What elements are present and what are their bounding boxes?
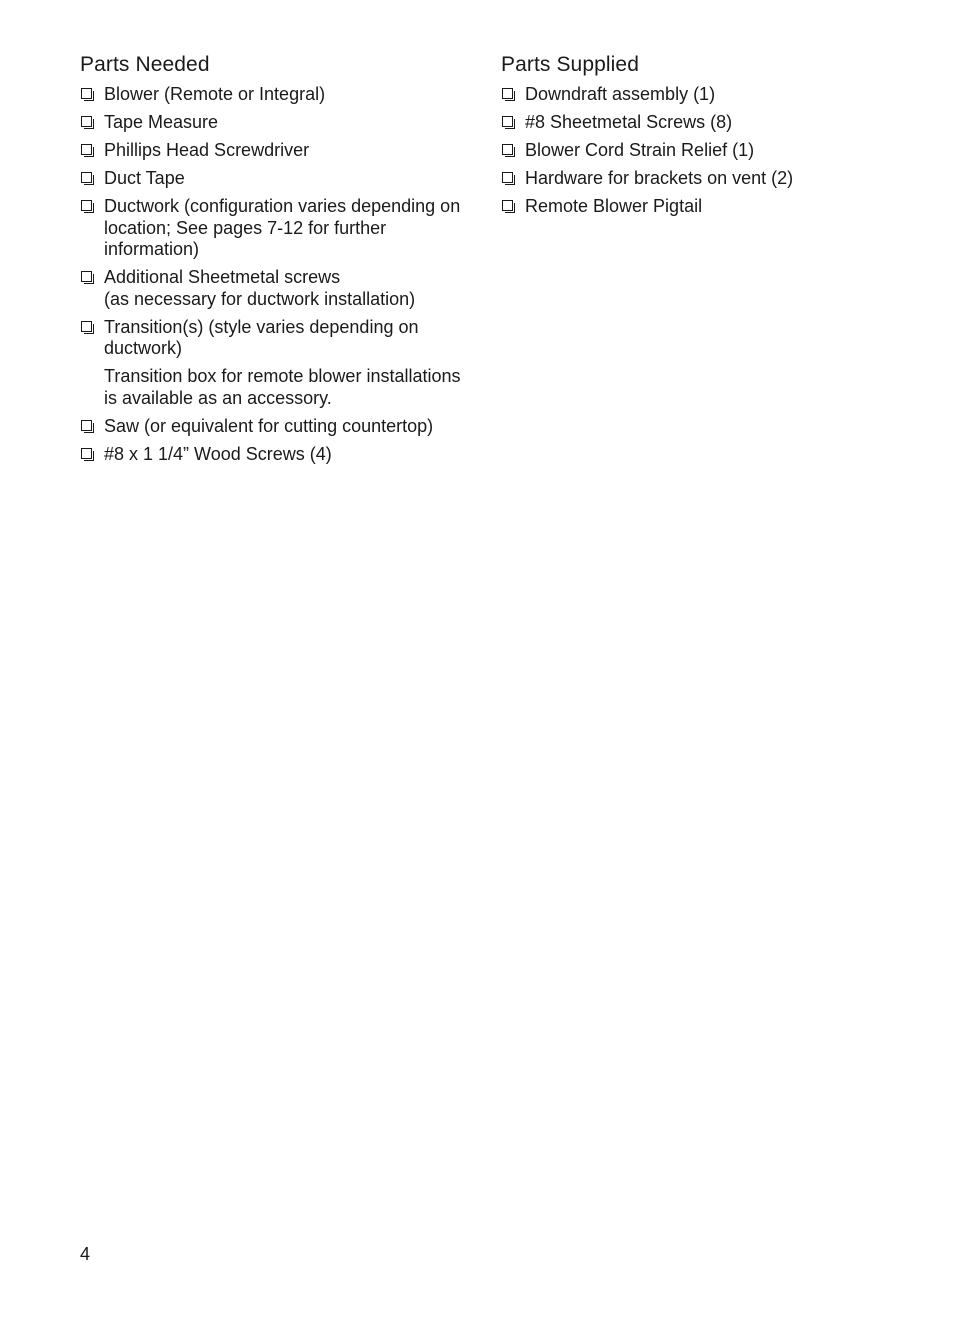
checkbox-icon bbox=[81, 321, 92, 332]
list-item bbox=[80, 196, 470, 261]
list-item-label: Saw (or equivalent for cutting countertop) bbox=[104, 415, 434, 436]
checkbox-icon bbox=[502, 116, 513, 127]
list-item-sublabel: (as necessary for ductwork installation) bbox=[104, 288, 416, 309]
checkbox-icon bbox=[81, 88, 92, 99]
checkbox-icon bbox=[502, 172, 513, 183]
transition-box-note: Transition box for remote blower installations is available as an accessory. bbox=[104, 366, 461, 408]
checkbox-icon bbox=[81, 271, 92, 282]
list-item bbox=[80, 112, 470, 134]
checkbox-icon bbox=[502, 144, 513, 155]
parts-needed-section bbox=[80, 52, 470, 472]
checkbox-icon bbox=[81, 200, 92, 211]
list-item bbox=[501, 168, 921, 190]
list-item bbox=[80, 444, 470, 466]
list-item bbox=[80, 140, 470, 162]
checkbox-icon bbox=[81, 172, 92, 183]
list-item-label: Remote Blower Pigtail bbox=[525, 196, 703, 216]
list-item bbox=[80, 416, 470, 438]
list-item-label: Downdraft assembly (1) bbox=[525, 84, 716, 104]
list-item-label: #8 Sheetmetal Screws (8) bbox=[525, 112, 733, 132]
parts-supplied-heading: Parts Supplied bbox=[501, 53, 639, 76]
list-item bbox=[501, 196, 921, 218]
list-item bbox=[501, 140, 921, 162]
checkbox-icon bbox=[502, 88, 513, 99]
list-item-label: Hardware for brackets on vent (2) bbox=[525, 168, 794, 188]
list-item-label: Additional Sheetmetal screws bbox=[104, 267, 341, 287]
list-item-label: Blower Cord Strain Relief (1) bbox=[525, 140, 755, 160]
list-item-label: #8 x 1 1/4” Wood Screws (4) bbox=[104, 443, 332, 464]
list-item bbox=[80, 84, 470, 106]
parts-needed-list bbox=[80, 84, 470, 360]
list-item bbox=[80, 168, 470, 190]
parts-supplied-section bbox=[501, 52, 921, 224]
checkbox-icon bbox=[81, 116, 92, 127]
list-item-label: Transition(s) (style varies depending on ductwork) bbox=[104, 316, 419, 358]
checkbox-icon bbox=[81, 144, 92, 155]
list-item-label: Phillips Head Screwdriver bbox=[104, 140, 310, 160]
list-item bbox=[501, 84, 921, 106]
list-item-label: Ductwork (configuration varies depending on location; See pages 7-12 for further information) bbox=[104, 196, 461, 259]
page-number: 4 bbox=[80, 1244, 91, 1264]
list-item bbox=[501, 112, 921, 134]
list-item-label: Tape Measure bbox=[104, 112, 219, 132]
checkbox-icon bbox=[81, 420, 92, 431]
checkbox-icon bbox=[81, 448, 92, 459]
parts-needed-list-continued bbox=[80, 416, 470, 466]
list-item-label: Blower (Remote or Integral) bbox=[104, 84, 326, 104]
list-item bbox=[80, 267, 470, 310]
parts-supplied-list bbox=[501, 84, 921, 218]
parts-needed-heading: Parts Needed bbox=[80, 53, 210, 76]
list-item bbox=[80, 317, 470, 360]
list-item-label: Duct Tape bbox=[104, 168, 185, 188]
checkbox-icon bbox=[502, 200, 513, 211]
